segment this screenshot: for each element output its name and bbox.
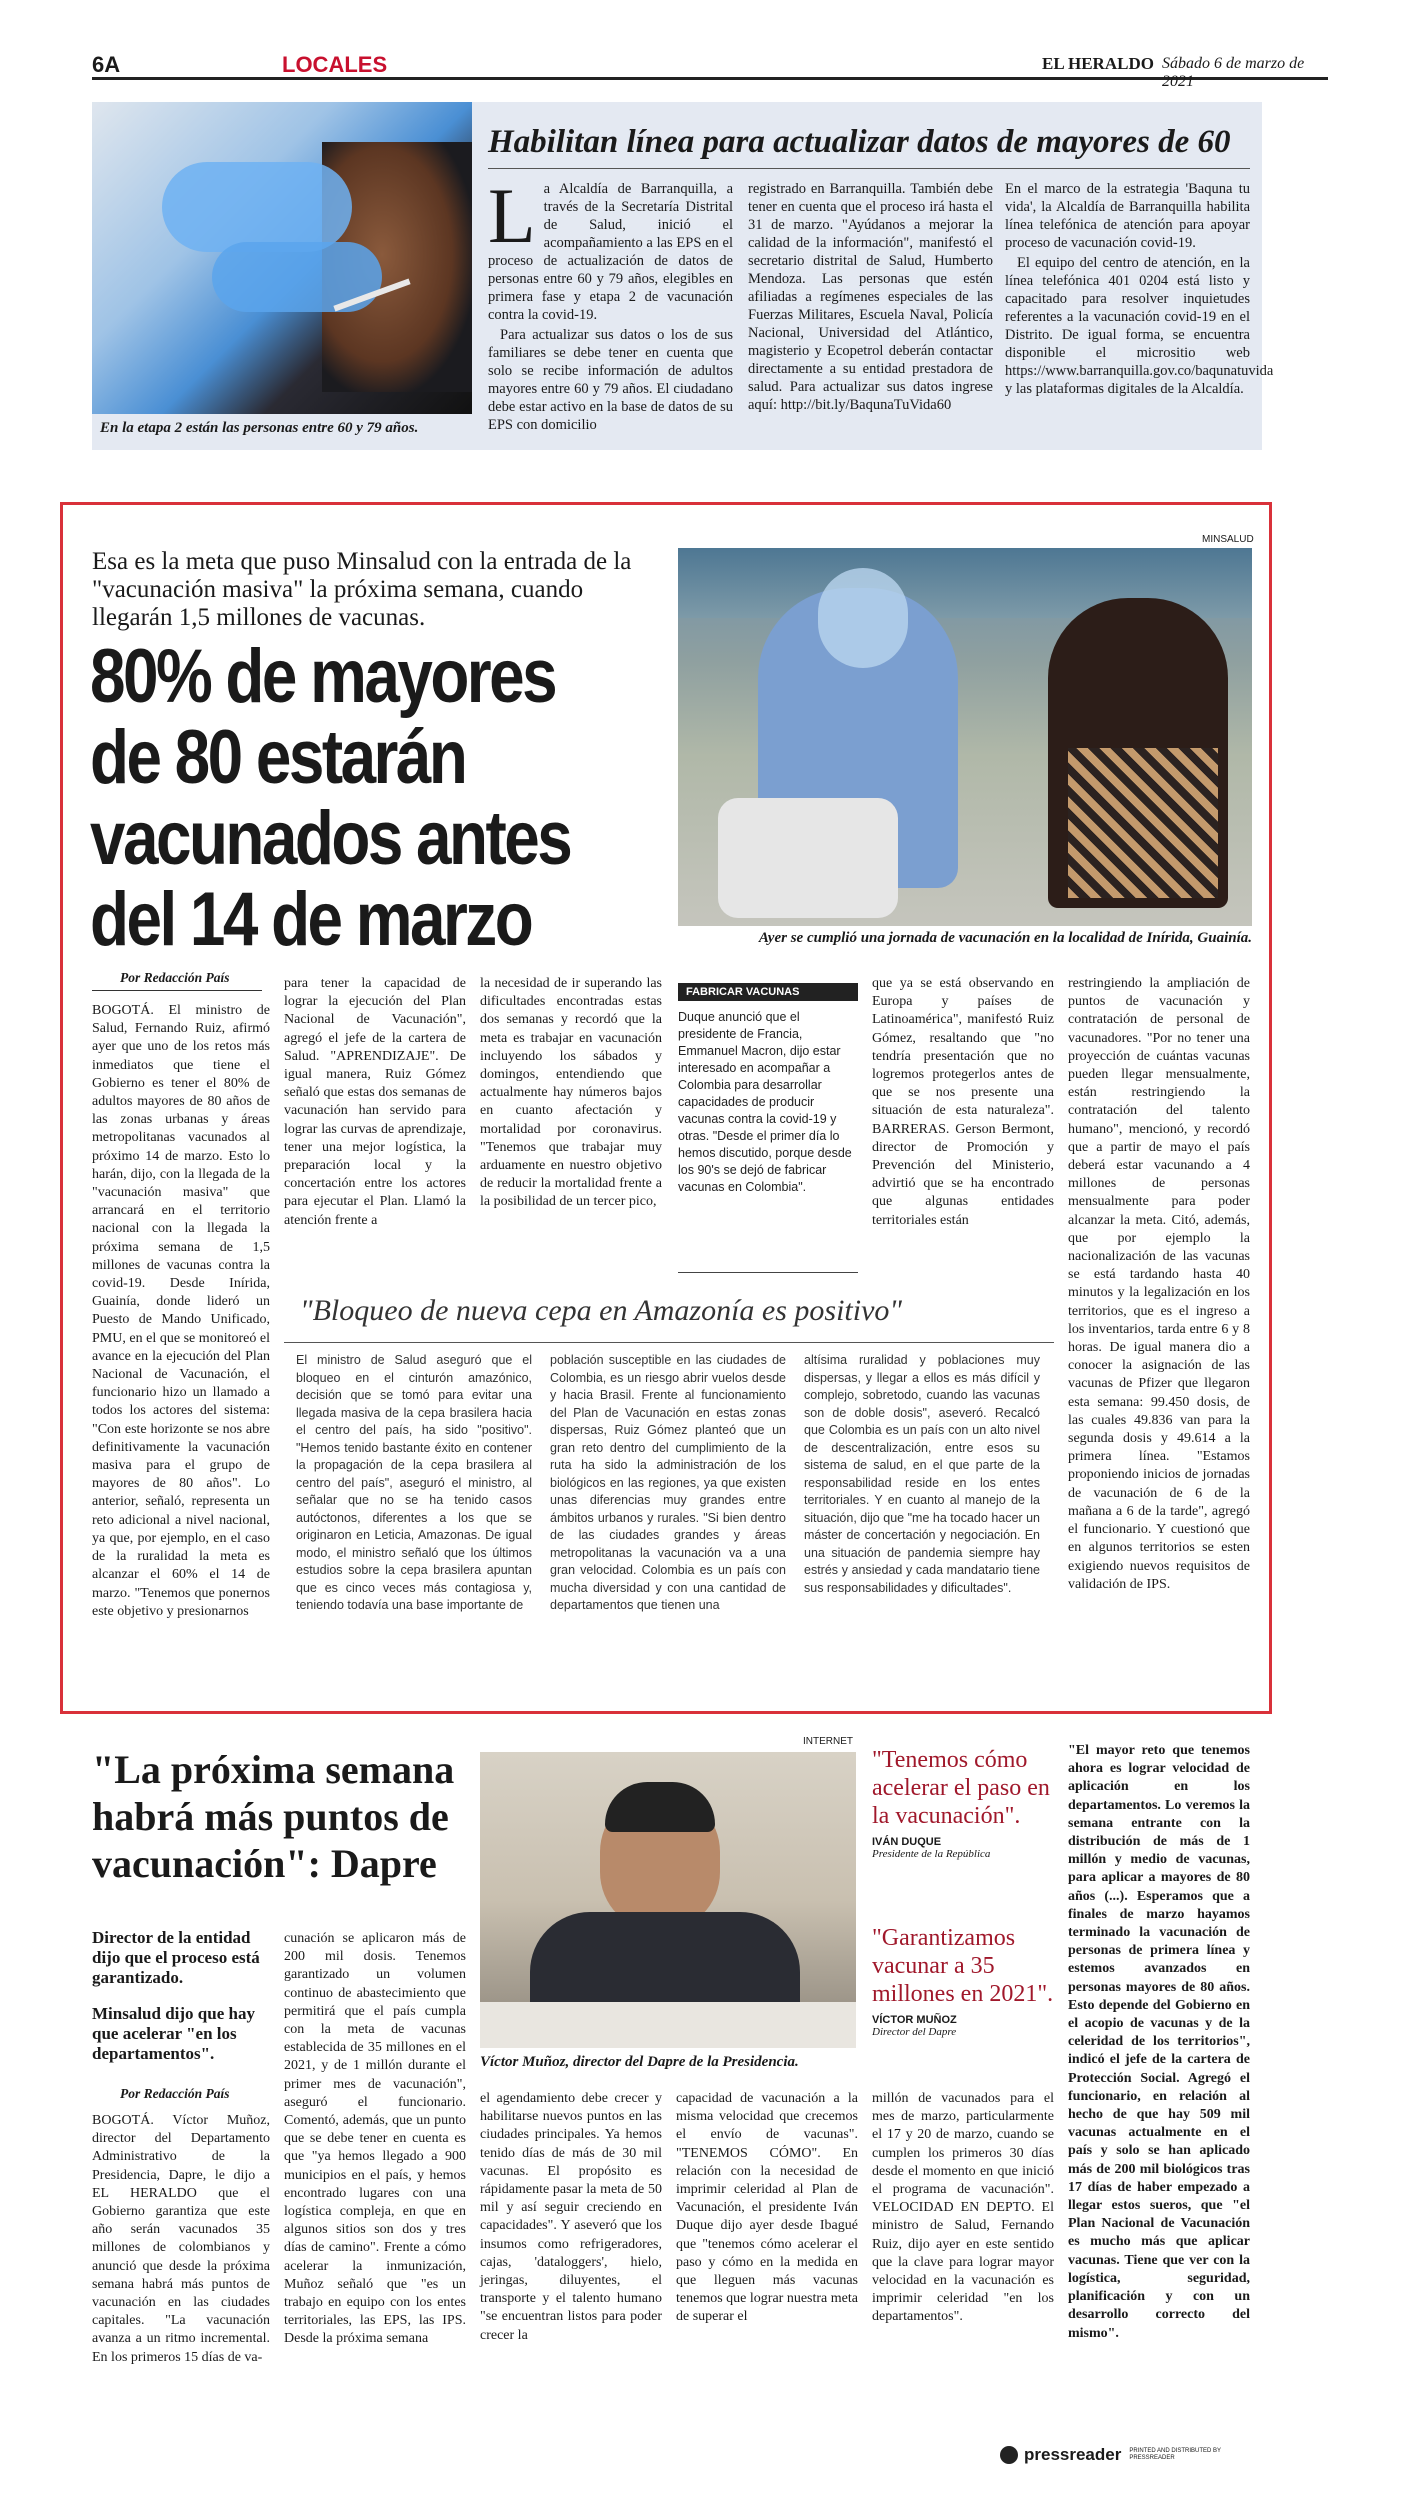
sub-col3 xyxy=(804,1352,1040,1599)
top-story-headline: Habilitan línea para actualizar datos de mayores de 60 xyxy=(488,124,1231,160)
issue-date: Sábado 6 de marzo de 2021 xyxy=(1162,55,1305,90)
main-col1-text: BOGOTÁ. El ministro de Salud, Fernando Ruiz, afirmó ayer que uno de los retos más inmediatos que tiene el Gobierno es tener el 80% de adultos mayores de 80 años de las zonas urbanas y áreas metropolitanas vacunados al próximo 14 de marzo. Esto lo harán, dijo, con la llegada de la "vacunación masiva" que arrancará en el territorio nacional con la llegada la próxima semana de 1,5 millones de vacunas contra la covid-19. Desde Inírida, Guainía, donde lideró un Puesto de Mando Unificado, PMU, en el que se monitoreó el avance en la ejecución del Plan Nacional de Vacunación, el funcionario hizo un llamado a todos los actores del sistema: "Con este horizonte se nos abre definitivamente la vacunación masiva para el grupo de mayores de 80 años". Lo anterior, señaló, representa un reto adicional a nivel nacional, ya que, por ejemplo, en el caso de la ruralidad la meta es alcanzar el 60% el 14 de marzo. "Tenemos que ponernos este objetivo y presionarnos xyxy=(92,1003,270,1619)
main-headline-text: 80% de mayores de 80 estarán vacunados antes del 14 de marzo xyxy=(90,634,571,962)
main-col3 xyxy=(480,975,662,1214)
vaccination-arm-photo xyxy=(92,102,472,414)
dapre-col1-text: BOGOTÁ. Víctor Muñoz, director del Departamento Administrativo de la Presidencia, Dapre, le dijo a EL HERALDO que el Gobierno garantiza que este año serán vacunados 35 millones de colombianos y anunció que desde la próxima semana habrá más puntos de vacunación en las ciudades capitales. "La vacunación avanza a un ritmo incremental. En los primeros 15 días de va- xyxy=(92,2113,270,2365)
top-col2-text: registrado en Barranquilla. También debe tener en cuenta que el proceso irá hasta el 31 de marzo. "Ayúdanos a mejorar la calidad de la información", manifestó el secretario distrital de Salud, Humberto Mendoza. Las personas que estén afiliadas a regímenes especiales de las Fuerzas Militares, Escuela Naval, Policía Nacional, Universidad del Atlántico, magisterio y Ecopetrol deberán contactar directamente a su entidad prestadora de salud. Para actualizar sus datos ingrese aquí: http://bit.ly/BaqunaTuVida60 xyxy=(748,181,993,413)
top-col1-text: a Alcaldía de Barranquilla, a través de la Secretaría Distrital de Salud, inició el acompañamiento a las EPS en el proceso de actualización de datos de personas entre 60 y 79 años, elegibles en primera fase y etapa 2 de vacunación contra la covid-19. xyxy=(488,181,733,323)
byline-rule xyxy=(92,990,262,991)
inirida-vaccination-photo xyxy=(678,548,1252,926)
main-col6 xyxy=(1068,975,1250,1596)
top-col3-text2: El equipo del centro de atención, en la línea telefónica 401 0204 está listo y capacitado para resolver inquietudes referentes a la vacunación covid-19 en el Distrito. De igual forma, se encuentra disponible el micrositio web https://www.barranquilla.gov.co/baqunatuvida y las plataformas digitales de la Alcaldía. xyxy=(1005,255,1274,397)
sub-col2 xyxy=(550,1352,786,1617)
top-col1-text2: Para actualizar sus datos o los de sus familiares se debe tener en cuenta que solo se recibe información de adultos mayores entre 60 y 79 años. El ciudadano debe estar activo en la base de datos de su EPS con domicilio xyxy=(488,327,733,433)
dapre-byline: Por Redacción País xyxy=(120,2086,230,2101)
main-photo-caption: Ayer se cumplió una jornada de vacunación en la localidad de Inírida, Guainía. xyxy=(758,930,1252,946)
dapre-col2 xyxy=(284,1930,466,2351)
quote-munoz-text: "Garantizamos vacunar a 35 millones en 2021". xyxy=(872,1925,1054,2007)
victor-munoz-photo xyxy=(480,1752,856,2048)
quote-duque xyxy=(872,1746,1054,1860)
dapre-deck1: Director de la entidad dijo que el proceso está garantizado. xyxy=(92,1928,260,1987)
main-col2 xyxy=(284,975,466,1232)
quote-munoz-role: Director del Dapre xyxy=(872,2026,957,2038)
quote-duque-role: Presidente de la República xyxy=(872,1848,991,1860)
top-col3-text: En el marco de la estrategia 'Baquna tu vida', la Alcaldía de Barranquilla habilita línea telefónica de atención para apoyar proceso de vacunación covid-19. xyxy=(1005,181,1250,251)
page-number: 6A xyxy=(92,52,121,77)
sub-headline-rule xyxy=(284,1342,1054,1343)
photo-caption-top: En la etapa 2 están las personas entre 60 y 79 años. xyxy=(100,420,419,436)
quote-munoz xyxy=(872,1924,1054,2038)
dapre-photo-caption: Víctor Muñoz, director del Dapre de la Presidencia. xyxy=(480,2054,799,2070)
main-col6-text: restringiendo la ampliación de puntos de vacunación y contratación de personal de vacunadores. "Por no tener una proyección de cuántas vacunas pueden llegar mensualmente, están restringiendo la contratación del talento humano", mencionó, y recordó que a partir de mayo el país deberá estar vacunando a 4 millones de personas mensualmente para poder alcanzar la meta. Citó, además, que por ejemplo la nacionalización de las vacunas se está tardando hasta 40 minutos y la legalización en los territorios, que es el ingreso a los inventarios, tarda entre 6 y 8 horas. De igual manera dio a conocer la asignación de las vacunas de Pfizer que llegaron esta semana: 99.450 dosis, de las cuales 49.836 van para la segunda dosis y 49.614 a la primera línea. "Estamos proponiendo inicios de jornadas de vacunación de 6 de la mañana a 6 de la tarde", agregó el funcionario. Y cuestionó que en algunos territorios se esten exigiendo nuevos requisitos de validación de IPS. xyxy=(1068,976,1250,1592)
sub-headline: "Bloqueo de nueva cepa en Amazonía es positivo" xyxy=(300,1294,903,1327)
sub-col2-text: población susceptible en las ciudades de Colombia, es un riesgo abrir vuelos desde y hacia Brasil. Frente al funcionamiento del Plan de Vacunación en estas zonas dispersas, Ruiz Gómez planteó que un gran reto dentro del cumplimiento de la ruta ha sido la administración de los biológicos en las regiones, ya que existen unas diferencias muy grandes entre ámbitos urbanos y rurales. "Si bien dentro de las ciudades grandes y áreas metropolitanas la vacunación va a una gran velocidad. Colombia es un país con mucha diversidad y con una cantidad de departamentos que tienen una xyxy=(550,1353,786,1612)
main-col1 xyxy=(92,1002,270,1623)
sub-col3-text: altísima ruralidad y poblaciones muy dispersas, y llegar a ellos es más difícil y complejo, sobretodo, cuando las vacunas son de doble dosis", aseveró. Recalcó que Colombia es un país con un alto nivel de descentralización, entre esos su sistema de salud, en el que parte de la responsabilidad reside en los entes territoriales. Y en cuanto al manejo de la situación, dijo que "me ha tocado hacer un máster de concertación y negociación. En una situación de pandemia siempre hay estrés y ansiedad y cada mandatario tiene sus responsabilidades y dificultades". xyxy=(804,1353,1040,1595)
dapre-col6 xyxy=(1068,1742,1250,2345)
dapre-deck2: Minsalud dijo que hay que acelerar "en los departamentos". xyxy=(92,2004,255,2063)
main-col5-text: que ya se está observando en Europa y países de Latinoamérica", manifestó Ruiz Gómez, resaltando que "no tendría presentación que no logremos protegerlos antes de que se nos presente una situación de esta naturaleza". BARRERAS. Gerson Bermont, director de Promoción y Prevención del Ministerio, advirtió que se ha encontrado que algunas entidades territoriales están xyxy=(872,976,1054,1228)
main-col5 xyxy=(872,975,1054,1232)
dapre-col6-text: "El mayor reto que tenemos ahora es lograr velocidad de aplicación en los departamentos. Lo veremos la semana entrante con la distribución de más de 1 millón y medio de vacunas, para aplicar a mayores de 80 años (...). Esperamos que a finales de marzo hayamos terminado la vacunación de personas de primera línea y estemos avanzados en personas mayores de 80 años. Esto depende del Gobierno en el acopio de vacunas y de la celeridad de los territorios", indicó el jefe de la cartera de Protección Social. Agregó el funcionario, en relación al hecho de que hay 509 mil vacunas actualmente en el país y solo se han aplicado más de 200 mil biológicos tras 17 días de haber empezado a llegar estos sueros, que "el Plan Nacional de Vacunación es mucho más que aplicar vacunas. Tiene que ver con la logística, seguridad, planificación y con un desarrollo correcto del mismo". xyxy=(1068,1743,1250,2341)
sub-col1-text: El ministro de Salud aseguró que el bloqueo en el cinturón amazónico, decisión que se tomó para evitar una llegada masiva de la cepa brasilera hacia el centro del país, ha sido "positivo". "Hemos tenido bastante éxito en contener la propagación de la cepa brasilera al centro del país", aseguró el ministro, al señalar que no se ha tenido casos autóctonos, diferentes a los que se originaron en Leticia, Amazonas. De igual modo, el ministro señaló que los últimos estudios sobre la cepa brasilera apuntan que es cinco veces más contagiosa y, teniendo todavía una base importante de xyxy=(296,1353,532,1612)
photo-credit-minsalud: MINSALUD xyxy=(1202,534,1254,545)
dapre-col4-text: capacidad de vacunación a la misma velocidad que crecemos el envío de vacunas". "TENEMOS CÓMO". En relación con la necesidad de imprimir celeridad al Plan de Vacunación, el presidente Iván Duque dijo ayer desde Ibagué que "tenemos cómo acelerar el paso y cómo en la medida en que lleguen más vacunas tenemos que lograr nuestra meta de superar el xyxy=(676,2091,858,2325)
quote-duque-name: IVÁN DUQUE xyxy=(872,1836,942,1848)
top-story-col3 xyxy=(1005,180,1274,400)
quote-munoz-name: VÍCTOR MUÑOZ xyxy=(872,2014,957,2026)
dapre-col5 xyxy=(872,2090,1054,2329)
page-header xyxy=(92,50,1328,90)
photo-credit-internet: INTERNET xyxy=(803,1736,853,1747)
pressreader-fine-print: PRINTED AND DISTRIBUTED BY PRESSREADER xyxy=(1129,2448,1221,2461)
main-col2-text: para tener la capacidad de lograr la ejecución del Plan Nacional de Vacunación", agregó el jefe de la cartera de Salud. "APRENDIZAJE". De igual manera, Ruiz Gómez señaló que estas dos semanas de vacunación han servido para lograr las curvas de aprendizaje, tener una mejor logística, la preparación local y la concertación entre los actores para ejecutar el Plan. Llamó la atención frente a xyxy=(284,976,466,1228)
sub-col1 xyxy=(296,1352,532,1617)
pressreader-brand: pressreader xyxy=(1024,2445,1122,2464)
fabricar-vacunas-text: Duque anunció que el presidente de Francia, Emmanuel Macron, dijo estar interesado en acompañar a Colombia para desarrollar capacidades de producir vacunas contra la covid-19 y otras. "Desde el primer día lo hemos discutido, porque desde los 90's se dejó de fabricar vacunas en Colombia". xyxy=(678,1010,852,1194)
dapre-headline: "La próxima semana habrá más puntos de vacunación": Dapre xyxy=(92,1747,455,1886)
dropcap: L xyxy=(488,172,536,259)
fabricar-vacunas-title: FABRICAR VACUNAS xyxy=(678,983,858,1001)
dapre-col3-text: el agendamiento debe crecer y habilitarse nuevos puntos en las ciudades principales. Ya hemos tenido días de más de 30 mil vacunas. El propósito es rápidamente pasar la meta de 50 mil y así seguir creciendo en capacidades". Y aseveró que los insumos como refrigeradores, cajas, 'dataloggers', hielo, jeringas, diluyentes, el transporte y el talento humano "se encuentran listos para poder crecer la xyxy=(480,2091,662,2343)
main-story-headline xyxy=(90,636,619,960)
pressreader-icon xyxy=(1000,2446,1018,2464)
dapre-col3 xyxy=(480,2090,662,2347)
main-byline: Por Redacción País xyxy=(120,970,230,985)
quote-duque-text: "Tenemos cómo acelerar el paso en la vacunación". xyxy=(872,1747,1050,1829)
dapre-col5-text: millón de vacunados para el mes de marzo, particularmente el 17 y 20 de marzo, cuando se cumplen los primeros 30 días desde el momento en que inició el programa de vacunación". VELOCIDAD EN DEPTO. El ministro de Salud, Fernando Ruiz, dijo ayer en este sentido que la clave para lograr mayor velocidad en la vacunación es imprimir celeridad "en los departamentos". xyxy=(872,2091,1054,2325)
dapre-col2-text: cunación se aplicaron más de 200 mil dosis. Tenemos garantizado un volumen continuo de abastecimiento que permitirá que el país cumpla con la meta de vacunas establecida de 35 millones en el 2021, y de 1 millón durante el primer mes de vacunación", aseguró el funcionario. Comentó, además, que un punto que se debe tener en cuenta es que "ya hemos llegado a 900 municipios en el país, y hemos encontrado lugares con una logística compleja, en que en algunos sitios son dos y tres días de camino". Frente a cómo acelerar la inmunización, Muñoz señaló que "es un trabajo en equipo con los entes territoriales, las EPS, las IPS. Desde la próxima semana xyxy=(284,1931,466,2347)
fabricar-vacunas-box xyxy=(678,983,858,1273)
dapre-col4 xyxy=(676,2090,858,2329)
main-story-kicker: Esa es la meta que puso Minsalud con la entrada de la "vacunación masiva" la próxima semana, cuando llegarán 1,5 millones de vacunas. xyxy=(92,548,632,631)
section-label: LOCALES xyxy=(282,52,388,77)
masthead: EL HERALDO xyxy=(1042,54,1154,73)
top-headline-rule xyxy=(488,168,1250,169)
main-col3-text: la necesidad de ir superando las dificultades encontradas estas dos semanas y recordó que la meta es trabajar en vacunación incluyendo los sábados y domingos, entendiendo que actualmente hay números bajos en cuanto afectación y mortalidad por coronavirus. "Tenemos que trabajar muy arduamente en nuestro objetivo de reducir la mortalidad frente a la posibilidad de un tercer pico, xyxy=(480,976,662,1210)
top-story-col1 xyxy=(488,172,733,436)
pressreader-logo xyxy=(1000,2442,1240,2468)
dapre-col1 xyxy=(92,2112,270,2369)
top-story-col2 xyxy=(748,180,993,416)
